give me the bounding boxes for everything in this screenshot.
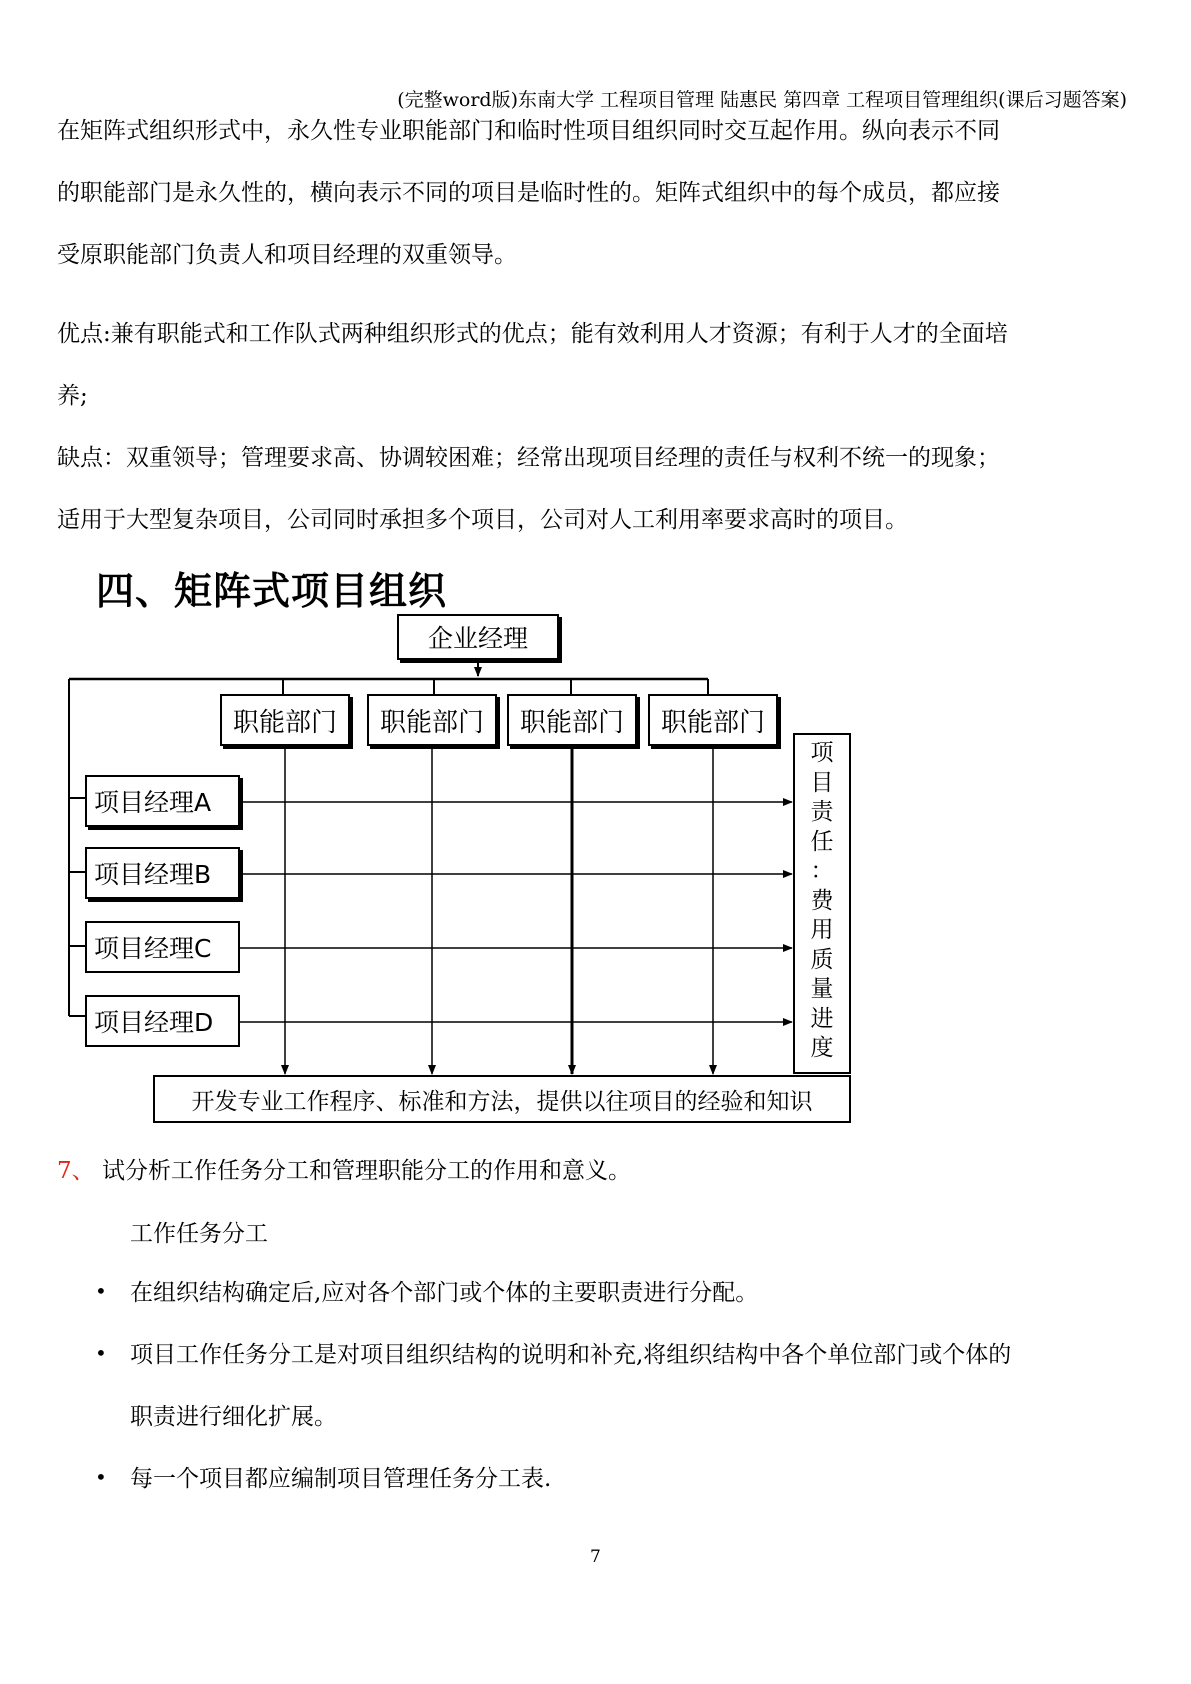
question-number: 7、 bbox=[57, 1158, 95, 1184]
resp-char: 质 bbox=[810, 946, 834, 973]
department-box: 职能部门 bbox=[367, 694, 497, 746]
bullet-text bbox=[130, 1262, 1140, 1324]
resp-char: 责 bbox=[810, 799, 834, 825]
advantages-line: 养; bbox=[57, 383, 88, 409]
page-number: 7 bbox=[590, 1547, 601, 1567]
project-manager-box-a: 项目经理A bbox=[85, 775, 240, 827]
page-header: (完整word版)东南大学 工程项目管理 陆惠民 第四章 工程项目管理组织(课后习题答案) bbox=[397, 89, 1127, 111]
resp-char: 费 bbox=[810, 887, 834, 914]
resp-char: 用 bbox=[810, 917, 834, 943]
resp-char: 量 bbox=[810, 976, 834, 1002]
responsibility-box bbox=[793, 733, 851, 1074]
department-box: 职能部门 bbox=[220, 694, 350, 746]
resp-char: 任 bbox=[810, 828, 834, 855]
project-manager-box-c: 项目经理C bbox=[85, 921, 240, 973]
intro-line: 受原职能部门负责人和项目经理的双重领导。 bbox=[57, 242, 517, 268]
applicability-line: 适用于大型复杂项目，公司同时承担多个项目，公司对人工利用率要求高时的项目。 bbox=[57, 507, 908, 533]
subheading: 工作任务分工 bbox=[130, 1221, 268, 1247]
intro-line: 在矩阵式组织形式中，永久性专业职能部门和临时性项目组织同时交互起作用。纵向表示不同 bbox=[57, 118, 1000, 144]
bullet-icon: • bbox=[95, 1341, 107, 1365]
bullet-icon: • bbox=[95, 1465, 107, 1489]
department-box: 职能部门 bbox=[648, 694, 778, 746]
bullet-text bbox=[130, 1324, 1140, 1448]
question-7 bbox=[57, 1152, 631, 1185]
knowledge-box: 开发专业工作程序、标准和方法，提供以往项目的经验和知识 bbox=[153, 1075, 851, 1123]
intro-line: 的职能部门是永久性的，横向表示不同的项目是临时性的。矩阵式组织中的每个成员，都应接 bbox=[57, 180, 1000, 206]
question-text: 试分析工作任务分工和管理职能分工的作用和意义。 bbox=[101, 1158, 631, 1184]
department-box: 职能部门 bbox=[507, 694, 637, 746]
resp-char: 度 bbox=[810, 1035, 834, 1061]
project-manager-box-b: 项目经理B bbox=[85, 847, 240, 899]
advantages-line: 优点:兼有职能式和工作队式两种组织形式的优点；能有效利用人才资源；有利于人才的全面培 bbox=[57, 321, 1008, 347]
bullet-line: 项目工作任务分工是对项目组织结构的说明和补充,将组织结构中各个单位部门或个体的 bbox=[130, 1342, 1012, 1368]
resp-char: ： bbox=[810, 858, 834, 884]
bullet-icon: • bbox=[95, 1279, 107, 1303]
project-manager-box-d: 项目经理D bbox=[85, 995, 240, 1047]
resp-char: 项 bbox=[810, 740, 834, 766]
ceo-box: 企业经理 bbox=[397, 614, 559, 660]
bullet-text bbox=[130, 1448, 1140, 1510]
disadvantages-line: 缺点：双重领导；管理要求高、协调较困难；经常出现项目经理的责任与权利不统一的现象； bbox=[57, 445, 1000, 471]
diagram-title: 四、矩阵式项目组织 bbox=[96, 569, 448, 613]
bullet-line: 每一个项目都应编制项目管理任务分工表. bbox=[130, 1466, 552, 1492]
resp-char: 进 bbox=[810, 1005, 834, 1032]
resp-char: 目 bbox=[810, 769, 834, 796]
bullet-line: 职责进行细化扩展。 bbox=[130, 1404, 337, 1430]
bullet-line: 在组织结构确定后,应对各个部门或个体的主要职责进行分配。 bbox=[130, 1280, 759, 1306]
